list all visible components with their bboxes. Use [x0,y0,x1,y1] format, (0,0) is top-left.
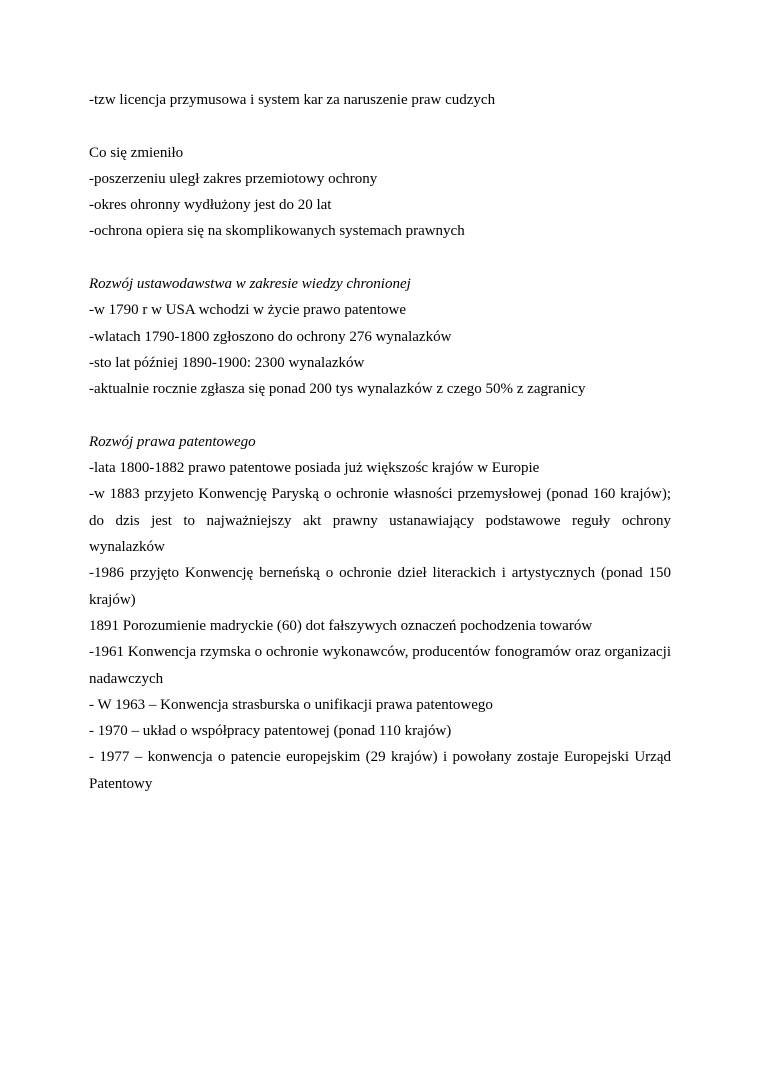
list-item: -okres ohronny wydłużony jest do 20 lat [89,197,332,214]
list-item: - 1970 – układ o współpracy patentowej (ponad 110 krajów) [89,723,452,740]
section-title-zmiany: Co się zmieniło [89,144,184,161]
text-line-licencja: -tzw licencja przymusowa i system kar za naruszenie praw cudzych [89,92,496,108]
list-item: -wlatach 1790-1800 zgłoszono do ochrony 276 wynalazków [89,328,452,345]
paragraph-gap [89,403,671,429]
list-item: -w 1883 przyjeto Konwencję Paryską o ochronie własności przemysłowej (ponad 160 krajów); do dzis jest to najważniejszy akt prawny ustanawiający podstawowe reguły ochrony wynalazków [89,486,671,556]
paragraph-gap [89,245,671,271]
list-item: -poszerzeniu uległ zakres przemiotowy ochrony [89,170,378,187]
list-item: - W 1963 – Konwencja strasburska o unifikacji prawa patentowego [89,696,493,713]
list-item: -sto lat później 1890-1900: 2300 wynalazków [89,354,365,371]
list-item: -w 1790 r w USA wchodzi w życie prawo patentowe [89,302,406,319]
list-item: -ochrona opiera się na skomplikowanych systemach prawnych [89,223,465,240]
section-heading-prawo-patentowe: Rozwój prawa patentowego [89,433,256,450]
document-body [89,87,671,797]
paragraph-gap [89,113,671,139]
list-item: -aktualnie rocznie zgłasza się ponad 200 tys wynalazków z czego 50% z zagranicy [89,381,586,398]
list-item: -1986 przyjęto Konwencję berneńską o ochronie dzieł literackich i artystycznych (ponad 150 krajów) [89,565,671,608]
list-item: 1891 Porozumienie madryckie (60) dot fałszywych oznaczeń pochodzenia towarów [89,617,593,634]
list-item: - 1977 – konwencja o patencie europejskim (29 krajów) i powołany zostaje Europejski Urząd Patentowy [89,749,671,792]
section-heading-ustawodawstwo: Rozwój ustawodawstwa w zakresie wiedzy chronionej [89,276,411,293]
list-item: -1961 Konwencja rzymska o ochronie wykonawców, producentów fonogramów oraz organizacji nadawczych [89,644,671,687]
list-item: -lata 1800-1882 prawo patentowe posiada już większośc krajów w Europie [89,460,540,477]
